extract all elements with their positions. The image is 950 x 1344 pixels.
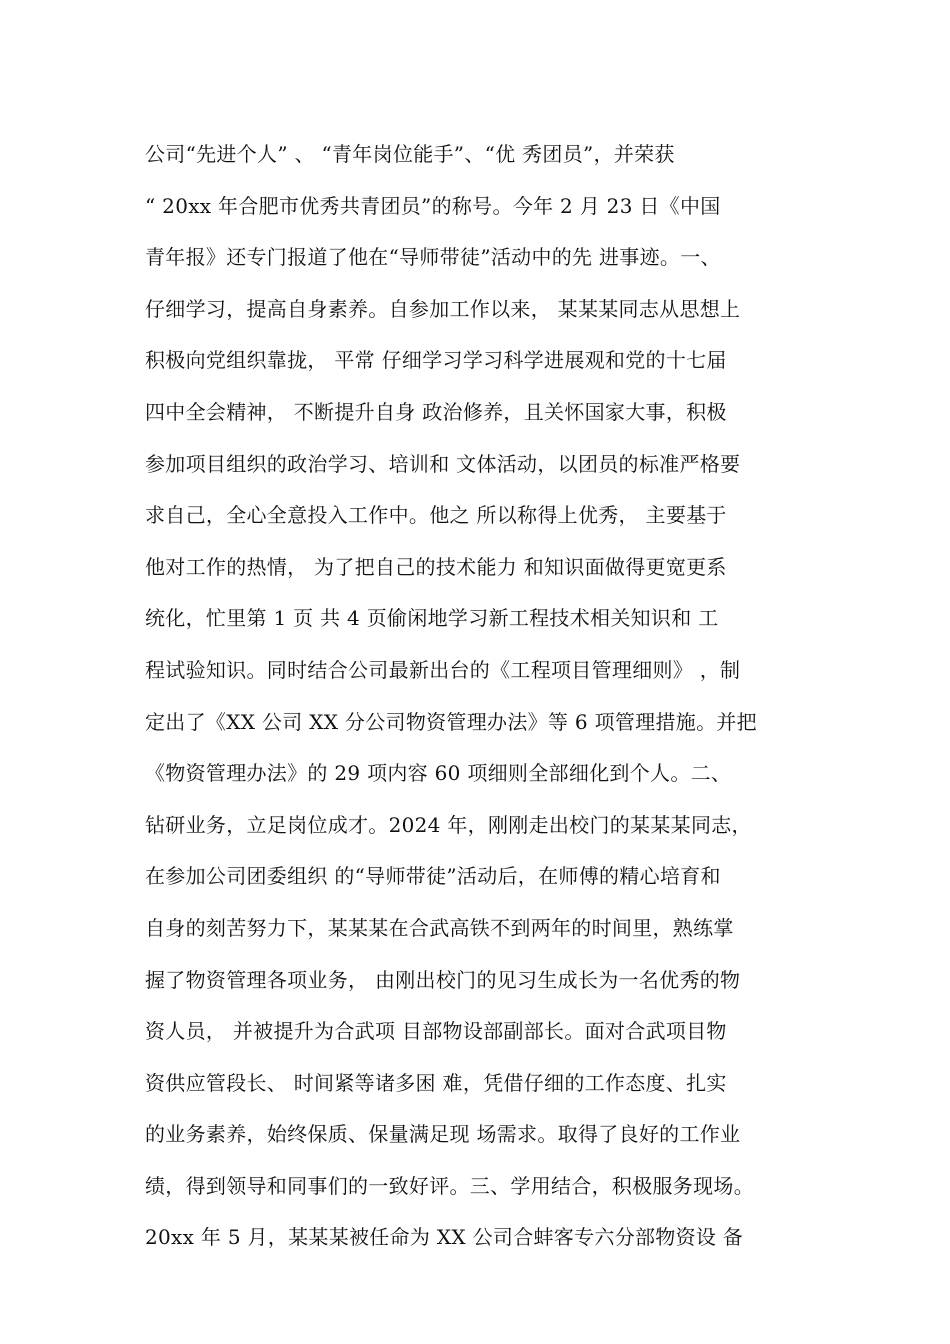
text-line: 四中全会精神， 不断提升自身 政治修养，且关怀国家大事，积极 (145, 399, 727, 424)
text-line: 绩，得到领导和同事们的一致好评。三、学用结合，积极服务现场。 (145, 1173, 754, 1198)
text-line: 他对工作的热情， 为了把自己的技术能力 和知识面做得更宽更系 (145, 554, 727, 579)
text-line: 公司“先进个人” 、 “青年岗位能手”、“优 秀团员”，并荣获 (145, 142, 675, 166)
text-line: 20xx 年 5 月，某某某被任命为 XX 公司合蚌客专六分部物资设 备 (145, 1225, 744, 1250)
text-line: 青年报》还专门报道了他在“导师带徒”活动中的先 进事迹。一、 (145, 245, 721, 270)
text-line: 握了物资管理各项业务， 由刚出校门的见习生成长为一名优秀的物 (145, 967, 741, 992)
text-line: 在参加公司团委组织 的“导师带徒”活动后，在师傅的精心培育和 (145, 864, 721, 889)
text-line: 程试验知识。同时结合公司最新出台的《工程项目管理细则》 ，制 (145, 657, 741, 682)
text-line: 《物资管理办法》的 29 项内容 60 项细则全部细化到个人。二、 (145, 761, 732, 786)
text-line: 的业务素养，始终保质、保量满足现 场需求。取得了良好的工作业 (145, 1122, 741, 1147)
text-line: “ 20xx 年合肥市优秀共青团员”的称号。今年 2 月 23 日《中国 (145, 193, 721, 218)
text-line: 参加项目组织的政治学习、培训和 文体活动，以团员的标准严格要 (145, 451, 741, 476)
text-line: 求自己，全心全意投入工作中。他之 所以称得上优秀， 主要基于 (145, 503, 727, 528)
text-line: 积极向党组织靠拢， 平常 仔细学习学习科学进展观和党的十七届 (145, 348, 727, 373)
text-line: 资供应管段长、 时间紧等诸多困 难，凭借仔细的工作态度、扎实 (145, 1070, 727, 1095)
body-text (145, 129, 835, 1264)
text-line: 定出了《XX 公司 XX 分公司物资管理办法》等 6 项管理措施。并把 (145, 709, 757, 734)
text-line: 钻研业务，立足岗位成才。2024 年，刚刚走出校门的某某某同志， (145, 812, 752, 837)
text-line: 仔细学习，提高自身素养。自参加工作以来， 某某某同志从思想上 (145, 296, 741, 321)
text-line: 统化，忙里第 1 页 共 4 页偷闲地学习新工程技术相关知识和 工 (145, 606, 719, 631)
text-line: 自身的刻苦努力下，某某某在合武高铁不到两年的时间里，熟练掌 (145, 915, 734, 940)
text-line: 资人员， 并被提升为合武项 目部物设部副部长。面对合武项目物 (145, 1019, 727, 1044)
